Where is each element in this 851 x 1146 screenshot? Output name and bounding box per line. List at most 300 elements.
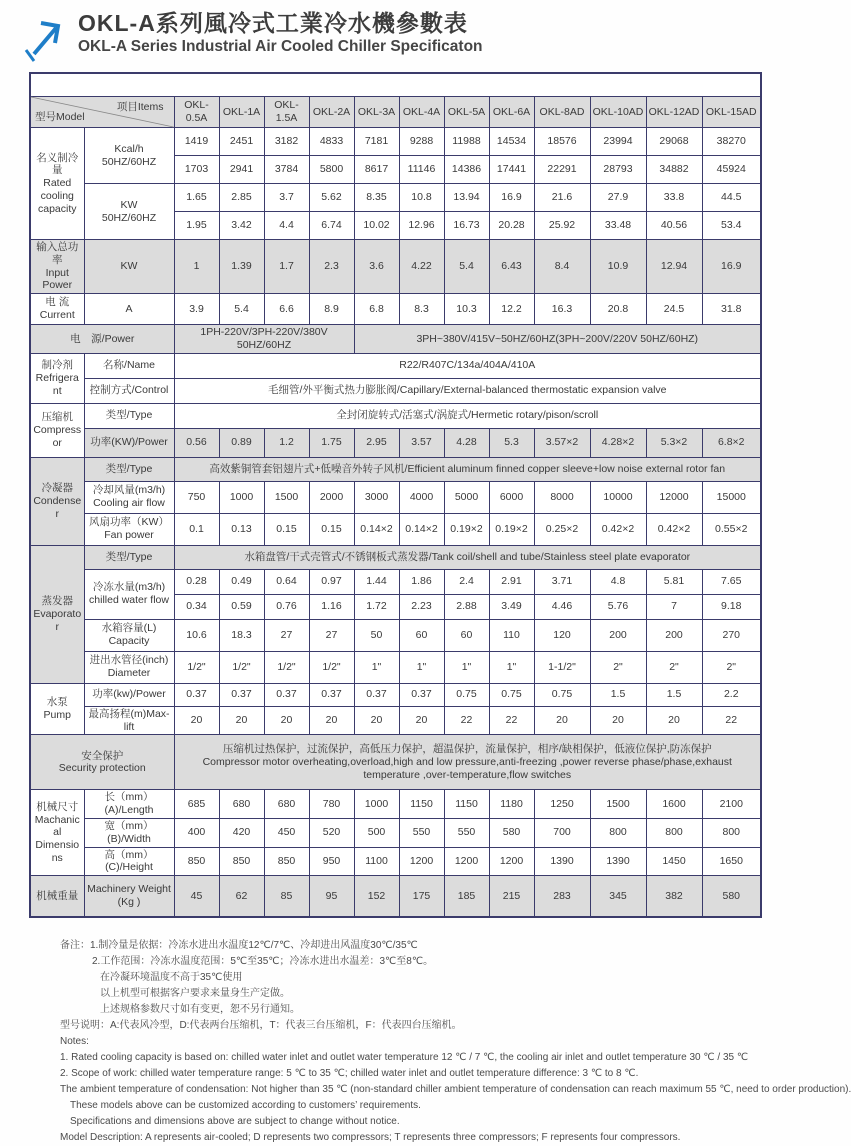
value-cell: 750 (174, 481, 219, 513)
value-cell: 1" (354, 651, 399, 683)
value-cell: 2.91 (489, 569, 534, 594)
item-label-kcal (84, 128, 174, 184)
value-cell: 1-1/2" (534, 651, 590, 683)
value-cell: 580 (489, 818, 534, 847)
value-cell: 0.49 (219, 569, 264, 594)
unit-line: 50HZ/60HZ (101, 155, 157, 168)
model-header-cell: OKL-12AD (646, 97, 702, 128)
value-cell: 1250 (534, 790, 590, 819)
value-cell: 12.94 (646, 240, 702, 294)
value-cell: 29068 (646, 128, 702, 156)
table-row-input-power (30, 240, 761, 294)
item-label-type: 类型/Type (84, 545, 174, 569)
value-cell: 27.9 (590, 184, 646, 212)
value-cell: 0.37 (309, 683, 354, 706)
value-cell: 0.56 (174, 428, 219, 457)
item-label-name: 名称/Name (84, 353, 174, 378)
value-cell: 0.75 (489, 683, 534, 706)
value-cell: 800 (646, 818, 702, 847)
value-cell: 1.7 (264, 240, 309, 294)
security-text (174, 735, 761, 790)
value-cell: 12.2 (489, 294, 534, 325)
value-cell: 0.28 (174, 569, 219, 594)
unit-line: (Kg ) (117, 896, 141, 909)
model-header-cell: OKL-1A (219, 97, 264, 128)
value-cell: 16.9 (489, 184, 534, 212)
corner-header-cell (30, 97, 174, 128)
value-cell: 215 (489, 876, 534, 918)
page-header (0, 0, 789, 62)
value-cell: 2.3 (309, 240, 354, 294)
value-cell: 1 (174, 240, 219, 294)
value-cell: 500 (354, 818, 399, 847)
value-cell: 8617 (354, 156, 399, 184)
unit-line: Kcal/h (114, 142, 144, 155)
value-cell: 9288 (399, 128, 444, 156)
value-cell: 60 (444, 619, 489, 651)
value-cell: 0.13 (219, 513, 264, 545)
value-cell: 53.4 (702, 212, 761, 240)
value-cell: 1200 (444, 847, 489, 876)
table-row-compressor-type (30, 403, 761, 428)
security-text-en: Compressor motor overheating,overload,high and low pressure,anti-freezing ,power reverse phase/phase,exhaust temperature ,over-temperature,flow switches (202, 755, 732, 781)
value-cell: 3.57×2 (534, 428, 590, 457)
item-label-max-lift: 最高扬程(m)Max-lift (84, 706, 174, 735)
value-cell: 60 (399, 619, 444, 651)
value-cell: 1.72 (354, 594, 399, 619)
item-label-kw (84, 184, 174, 240)
value-cell: 0.64 (264, 569, 309, 594)
value-cell: 3.57 (399, 428, 444, 457)
table-caption: OKL-A系列风冷式工业冷水机参数表 (30, 73, 761, 97)
value-cell: 1000 (219, 481, 264, 513)
value-cell: 382 (646, 876, 702, 918)
note-line: Specifications and dimensions above are subject to change without notice. (70, 1116, 400, 1128)
value-cell: 850 (219, 847, 264, 876)
item-label-length: 长（mm）(A)/Length (84, 790, 174, 819)
value-cell: 20 (354, 706, 399, 735)
model-header-cell: OKL-0.5A (174, 97, 219, 128)
label-en: Pump (43, 709, 71, 722)
value-cell: 345 (590, 876, 646, 918)
value-cell: 4.28×2 (590, 428, 646, 457)
item-label-pump-power: 功率(kw)/Power (84, 683, 174, 706)
value-cell: 0.55×2 (702, 513, 761, 545)
value-cell: 175 (399, 876, 444, 918)
value-cell: 8.35 (354, 184, 399, 212)
value-cell: 25.92 (534, 212, 590, 240)
value-cell: 0.59 (219, 594, 264, 619)
table-row-width (30, 818, 761, 847)
value-cell: 800 (702, 818, 761, 847)
value-cell: 3000 (354, 481, 399, 513)
value-cell: 2941 (219, 156, 264, 184)
value-cell: 20.8 (590, 294, 646, 325)
label-zh: 安全保护 (81, 749, 124, 762)
table-row-chilled-50 (30, 569, 761, 594)
unit-line: 水箱容量(L) (101, 622, 157, 635)
value-cell: 152 (354, 876, 399, 918)
section-label-current (30, 294, 84, 325)
table-row-length (30, 790, 761, 819)
label-en: Refrigerant (35, 371, 79, 397)
table-row (30, 184, 761, 212)
unit-line: Fan power (104, 529, 154, 542)
table-row-security (30, 735, 761, 790)
table-row-airflow (30, 481, 761, 513)
value-cell: 38270 (702, 128, 761, 156)
value-cell: 0.14×2 (399, 513, 444, 545)
value-cell: 1703 (174, 156, 219, 184)
value-cell: 16.73 (444, 212, 489, 240)
corner-items-label: 项目Items (116, 101, 164, 113)
value-cell: 2.4 (444, 569, 489, 594)
page-title-block (78, 10, 483, 56)
value-cell: 33.48 (590, 212, 646, 240)
value-cell: 1" (444, 651, 489, 683)
value-cell: 2" (590, 651, 646, 683)
item-label-weight (84, 876, 174, 918)
item-label-comp-power: 功率(KW)/Power (84, 428, 174, 457)
value-cell: 17441 (489, 156, 534, 184)
value-cell: 5.3×2 (646, 428, 702, 457)
item-label-airflow (84, 481, 174, 513)
value-cell: 10000 (590, 481, 646, 513)
table-row-power-source (30, 325, 761, 354)
value-cell: 1000 (354, 790, 399, 819)
value-cell: 10.8 (399, 184, 444, 212)
value-cell: 0.75 (534, 683, 590, 706)
value-cell: 10.02 (354, 212, 399, 240)
value-cell: 0.37 (399, 683, 444, 706)
value-cell: 7 (646, 594, 702, 619)
value-cell: 2.85 (219, 184, 264, 212)
value-cell: 95 (309, 876, 354, 918)
value-cell: 6000 (489, 481, 534, 513)
value-cell: 1.2 (264, 428, 309, 457)
value-cell: 9.18 (702, 594, 761, 619)
value-cell: 0.19×2 (489, 513, 534, 545)
value-cell: 10.9 (590, 240, 646, 294)
value-cell: 1600 (646, 790, 702, 819)
unit-line: 冷却风量(m3/h) (92, 484, 166, 497)
unit-line: KW (120, 198, 138, 211)
table-row (30, 128, 761, 156)
condenser-type-value: 高效紫铜管套铝翅片式+低噪音外转子风机/Efficient aluminum finned copper sleeve+low noise external rotor fan (174, 457, 761, 481)
label-zh: 电 流 (45, 296, 70, 309)
item-label-kw-unit: KW (84, 240, 174, 294)
section-label-refrigerant (30, 353, 84, 403)
value-cell: 20 (219, 706, 264, 735)
value-cell: 400 (174, 818, 219, 847)
value-cell: 44.5 (702, 184, 761, 212)
value-cell: 2.95 (354, 428, 399, 457)
value-cell: 3.71 (534, 569, 590, 594)
unit-line: Diameter (107, 667, 151, 680)
value-cell: 580 (702, 876, 761, 918)
section-label-weight: 机械重量 (30, 876, 84, 918)
value-cell: 2.2 (702, 683, 761, 706)
table-row-weight (30, 876, 761, 918)
value-cell: 8.9 (309, 294, 354, 325)
value-cell: 0.42×2 (646, 513, 702, 545)
item-label-height: 高（mm）(C)/Height (84, 847, 174, 876)
value-cell: 1.44 (354, 569, 399, 594)
value-cell: 1/2" (219, 651, 264, 683)
value-cell: 0.89 (219, 428, 264, 457)
value-cell: 270 (702, 619, 761, 651)
model-header-cell: OKL-5A (444, 97, 489, 128)
value-cell: 20.28 (489, 212, 534, 240)
label-en: Condenser (33, 494, 82, 520)
value-cell: 0.34 (174, 594, 219, 619)
model-header-cell: OKL-15AD (702, 97, 761, 128)
value-cell: 1/2" (264, 651, 309, 683)
value-cell: 1390 (590, 847, 646, 876)
value-cell: 950 (309, 847, 354, 876)
label-zh: 压缩机 (41, 411, 73, 424)
section-label-cooling (30, 128, 84, 240)
label-zh: 蒸发器 (41, 595, 73, 608)
section-label-power-source: 电 源/Power (30, 325, 174, 354)
note-line: These models above can be customized according to customers’ requirements. (70, 1100, 421, 1112)
value-cell: 4.4 (264, 212, 309, 240)
value-cell: 0.42×2 (590, 513, 646, 545)
power-source-group1: 1PH-220V/3PH-220V/380V 50HZ/60HZ (174, 325, 354, 354)
value-cell: 14386 (444, 156, 489, 184)
value-cell: 550 (399, 818, 444, 847)
note-line: 以上机型可根据客户要求来量身生产定做。 (100, 988, 290, 1000)
value-cell: 0.76 (264, 594, 309, 619)
value-cell: 5800 (309, 156, 354, 184)
label-en: Input Power (42, 266, 73, 292)
value-cell: 4.28 (444, 428, 489, 457)
value-cell: 7181 (354, 128, 399, 156)
value-cell: 13.94 (444, 184, 489, 212)
value-cell: 11146 (399, 156, 444, 184)
table-row-pump-power (30, 683, 761, 706)
value-cell: 22291 (534, 156, 590, 184)
note-line: Notes: (60, 1036, 89, 1048)
value-cell: 15000 (702, 481, 761, 513)
table-row-refrigerant-name (30, 353, 761, 378)
value-cell: 14534 (489, 128, 534, 156)
value-cell: 0.37 (174, 683, 219, 706)
item-label-width: 宽（mm）(B)/Width (84, 818, 174, 847)
value-cell: 0.37 (219, 683, 264, 706)
label-en: Current (39, 309, 75, 322)
label-en: Machanical Dimensions (34, 813, 80, 864)
value-cell: 2.23 (399, 594, 444, 619)
value-cell: 8.3 (399, 294, 444, 325)
unit-line: 冷冻水量(m3/h) (92, 581, 166, 594)
value-cell: 4.8 (590, 569, 646, 594)
value-cell: 1.39 (219, 240, 264, 294)
value-cell: 27 (309, 619, 354, 651)
refrigerant-name-value: R22/R407C/134a/404A/410A (174, 353, 761, 378)
value-cell: 3.49 (489, 594, 534, 619)
value-cell: 1100 (354, 847, 399, 876)
value-cell: 6.6 (264, 294, 309, 325)
value-cell: 110 (489, 619, 534, 651)
item-label-fan-power (84, 513, 174, 545)
value-cell: 680 (264, 790, 309, 819)
section-label-security (30, 735, 174, 790)
section-label-evaporator (30, 545, 84, 683)
value-cell: 2.88 (444, 594, 489, 619)
value-cell: 5.4 (219, 294, 264, 325)
value-cell: 1/2" (309, 651, 354, 683)
label-en: Evaporator (33, 607, 82, 633)
value-cell: 45924 (702, 156, 761, 184)
value-cell: 5.76 (590, 594, 646, 619)
value-cell: 31.8 (702, 294, 761, 325)
unit-line: chilled water flow (89, 594, 169, 607)
model-header-row (30, 97, 761, 128)
corner-model-label: 型号Model (35, 111, 85, 124)
value-cell: 1" (489, 651, 534, 683)
value-cell: 200 (590, 619, 646, 651)
value-cell: 5000 (444, 481, 489, 513)
value-cell: 1450 (646, 847, 702, 876)
value-cell: 700 (534, 818, 590, 847)
value-cell: 22 (444, 706, 489, 735)
label-en: Compressor (33, 423, 82, 449)
value-cell: 16.9 (702, 240, 761, 294)
value-cell: 20 (590, 706, 646, 735)
value-cell: 1.5 (590, 683, 646, 706)
item-label-control: 控制方式/Control (84, 378, 174, 403)
table-row-capacity (30, 619, 761, 651)
value-cell: 3182 (264, 128, 309, 156)
model-header-cell: OKL-4A (399, 97, 444, 128)
page-title: OKL-A系列風冷式工業冷水機參數表 (78, 10, 468, 36)
spec-table (29, 72, 762, 918)
value-cell: 18.3 (219, 619, 264, 651)
value-cell: 62 (219, 876, 264, 918)
value-cell: 420 (219, 818, 264, 847)
value-cell: 2451 (219, 128, 264, 156)
value-cell: 685 (174, 790, 219, 819)
value-cell: 680 (219, 790, 264, 819)
value-cell: 18576 (534, 128, 590, 156)
notes-block (60, 938, 851, 1146)
value-cell: 16.3 (534, 294, 590, 325)
value-cell: 1650 (702, 847, 761, 876)
value-cell: 6.74 (309, 212, 354, 240)
model-header-cell: OKL-1.5A (264, 97, 309, 128)
value-cell: 0.37 (354, 683, 399, 706)
value-cell: 11988 (444, 128, 489, 156)
value-cell: 7.65 (702, 569, 761, 594)
value-cell: 6.8×2 (702, 428, 761, 457)
label-en: Security protection (58, 762, 146, 775)
table-row-evaporator-type (30, 545, 761, 569)
section-label-input-power (30, 240, 84, 294)
note-line: 型号说明：A:代表风冷型，D:代表两台压缩机，T：代表三台压缩机，F：代表四台压缩机。 (60, 1020, 462, 1032)
value-cell: 28793 (590, 156, 646, 184)
value-cell: 2" (702, 651, 761, 683)
label-zh: 制冷剂 (41, 359, 73, 372)
label-zh: 名义制冷量 (36, 151, 79, 177)
value-cell: 1200 (489, 847, 534, 876)
evaporator-type-value: 水箱盘管/干式壳管式/不锈钢板式蒸发器/Tank coil/shell and tube/Stainless steel plate evaporator (174, 545, 761, 569)
note-line: 在冷凝环境温度不高于35℃使用 (100, 972, 243, 984)
value-cell: 12.96 (399, 212, 444, 240)
value-cell: 0.1 (174, 513, 219, 545)
value-cell: 1419 (174, 128, 219, 156)
section-label-pump (30, 683, 84, 735)
value-cell: 850 (264, 847, 309, 876)
note-line: 1. Rated cooling capacity is based on: chilled water inlet and outlet water temperature 12 ℃ / 7 ℃, the cooling air inlet and outlet temperature 30 ℃ / 35 ℃ (60, 1052, 749, 1064)
compressor-type-value: 全封闭旋转式/活塞式/涡旋式/Hermetic rotary/pison/scroll (174, 403, 761, 428)
value-cell: 4833 (309, 128, 354, 156)
value-cell: 85 (264, 876, 309, 918)
note-line: The ambient temperature of condensation: Not higher than 35 ℃ (non-standard chiller ambient temperature of condensation can reach maximum 55 ℃, need to order production). (60, 1084, 851, 1096)
value-cell: 23994 (590, 128, 646, 156)
value-cell: 24.5 (646, 294, 702, 325)
value-cell: 0.97 (309, 569, 354, 594)
value-cell: 20 (264, 706, 309, 735)
section-label-dimensions (30, 790, 84, 876)
label-zh: 机械尺寸 (36, 800, 79, 813)
value-cell: 1/2" (174, 651, 219, 683)
value-cell: 3784 (264, 156, 309, 184)
value-cell: 1.75 (309, 428, 354, 457)
page-subtitle: OKL-A Series Industrial Air Cooled Chiller Specificaton (78, 38, 483, 56)
item-label-type: 类型/Type (84, 403, 174, 428)
value-cell: 22 (702, 706, 761, 735)
item-label-diameter (84, 651, 174, 683)
value-cell: 3.42 (219, 212, 264, 240)
value-cell: 4.46 (534, 594, 590, 619)
power-source-group2: 3PH~380V/415V~50HZ/60HZ(3PH~200V/220V 50HZ/60HZ) (354, 325, 761, 354)
value-cell: 1500 (590, 790, 646, 819)
value-cell: 200 (646, 619, 702, 651)
value-cell: 5.4 (444, 240, 489, 294)
value-cell: 10.6 (174, 619, 219, 651)
item-label-capacity (84, 619, 174, 651)
value-cell: 5.81 (646, 569, 702, 594)
model-header-cell: OKL-2A (309, 97, 354, 128)
value-cell: 550 (444, 818, 489, 847)
value-cell: 1.5 (646, 683, 702, 706)
value-cell: 800 (590, 818, 646, 847)
unit-line: 风扇功率（KW） (89, 516, 169, 529)
table-row-height (30, 847, 761, 876)
value-cell: 283 (534, 876, 590, 918)
value-cell: 22 (489, 706, 534, 735)
value-cell: 2" (646, 651, 702, 683)
value-cell: 850 (174, 847, 219, 876)
value-cell: 120 (534, 619, 590, 651)
value-cell: 50 (354, 619, 399, 651)
value-cell: 0.75 (444, 683, 489, 706)
value-cell: 1500 (264, 481, 309, 513)
value-cell: 1.65 (174, 184, 219, 212)
value-cell: 780 (309, 790, 354, 819)
item-label-chilled-flow (84, 569, 174, 619)
value-cell: 20 (309, 706, 354, 735)
item-label-amp-unit: A (84, 294, 174, 325)
value-cell: 1" (399, 651, 444, 683)
value-cell: 1.95 (174, 212, 219, 240)
value-cell: 8000 (534, 481, 590, 513)
model-header-cell: OKL-8AD (534, 97, 590, 128)
value-cell: 40.56 (646, 212, 702, 240)
note-line: 备注：1.制冷量是依据：冷冻水进出水温度12℃/7℃、冷却进出风温度30℃/35℃ (60, 940, 418, 952)
table-row-compressor-power (30, 428, 761, 457)
